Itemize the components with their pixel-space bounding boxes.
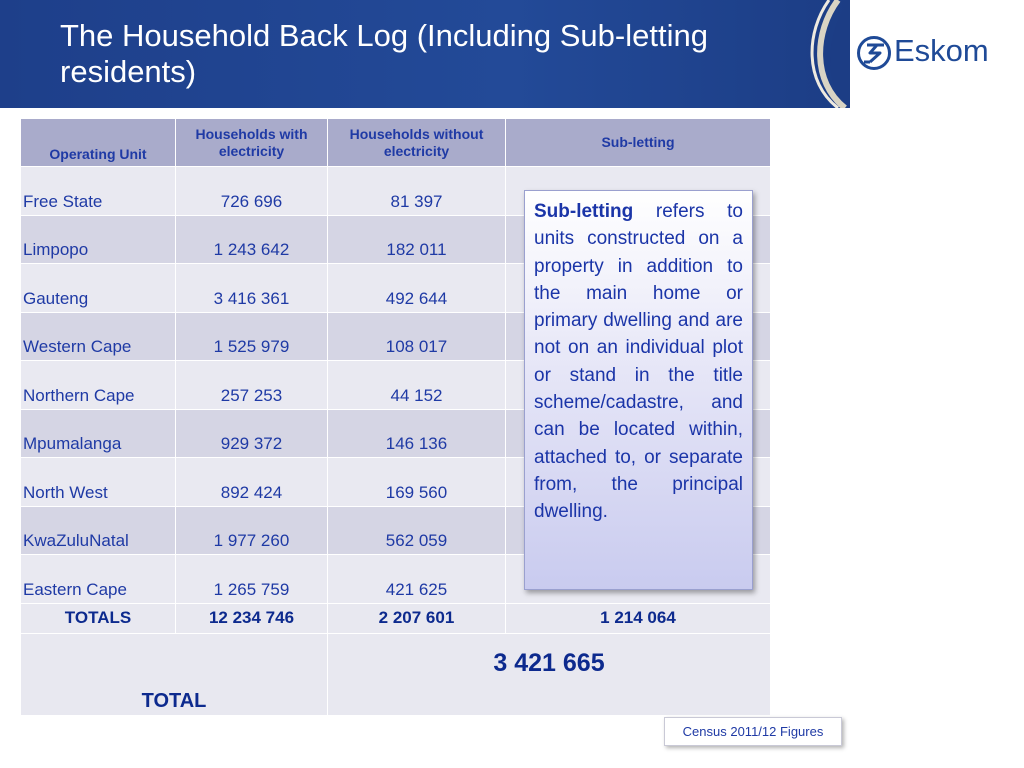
row-without-electricity: 81 397 [328, 167, 506, 216]
col-header-with-electricity: Households with electricity [176, 119, 328, 167]
row-without-electricity: 492 644 [328, 264, 506, 313]
grand-total-value: 3 421 665 [328, 633, 771, 715]
eskom-logo-text: Eskom [894, 33, 989, 68]
row-without-electricity: 108 017 [328, 312, 506, 361]
row-unit: Northern Cape [21, 361, 176, 410]
row-without-electricity: 169 560 [328, 458, 506, 507]
row-without-electricity: 44 152 [328, 361, 506, 410]
row-with-electricity: 3 416 361 [176, 264, 328, 313]
eskom-logo-icon [857, 36, 891, 70]
table-header-row [21, 119, 771, 167]
totals-sub-letting: 1 214 064 [506, 603, 771, 633]
row-unit: KwaZuluNatal [21, 506, 176, 555]
row-with-electricity: 1 525 979 [176, 312, 328, 361]
row-with-electricity: 1 977 260 [176, 506, 328, 555]
slide-header [0, 0, 1024, 108]
sub-letting-definition-callout [524, 190, 753, 590]
row-unit: Limpopo [21, 215, 176, 264]
row-unit: North West [21, 458, 176, 507]
row-with-electricity: 1 243 642 [176, 215, 328, 264]
eskom-logo [857, 34, 997, 76]
census-source-note: Census 2011/12 Figures [664, 717, 842, 746]
row-without-electricity: 562 059 [328, 506, 506, 555]
callout-term: Sub-letting [534, 201, 634, 222]
row-unit: Eastern Cape [21, 555, 176, 604]
row-unit: Free State [21, 167, 176, 216]
totals-with-electricity: 12 234 746 [176, 603, 328, 633]
row-without-electricity: 146 136 [328, 409, 506, 458]
row-with-electricity: 726 696 [176, 167, 328, 216]
totals-label: TOTALS [21, 603, 176, 633]
col-header-without-electricity: Households without electricity [328, 119, 506, 167]
row-with-electricity: 257 253 [176, 361, 328, 410]
row-unit: Western Cape [21, 312, 176, 361]
row-unit: Gauteng [21, 264, 176, 313]
totals-without-electricity: 2 207 601 [328, 603, 506, 633]
totals-row [21, 603, 771, 633]
row-without-electricity: 182 011 [328, 215, 506, 264]
col-header-sub-letting: Sub-letting [506, 119, 771, 167]
row-with-electricity: 892 424 [176, 458, 328, 507]
page-title: The Household Back Log (Including Sub-letting residents) [60, 18, 708, 89]
col-header-operating-unit: Operating Unit [21, 119, 176, 167]
row-unit: Mpumalanga [21, 409, 176, 458]
grand-total-row [21, 633, 771, 715]
row-without-electricity: 421 625 [328, 555, 506, 604]
callout-text: refers to units constructed on a property in addition to the main home or primary dwelling and are not on an individual plot or stand in the title scheme/cadastre, and can be located within, attached to, or separate from, the principal dwelling. [534, 201, 743, 523]
row-with-electricity: 1 265 759 [176, 555, 328, 604]
grand-total-label: TOTAL [21, 633, 328, 715]
row-with-electricity: 929 372 [176, 409, 328, 458]
